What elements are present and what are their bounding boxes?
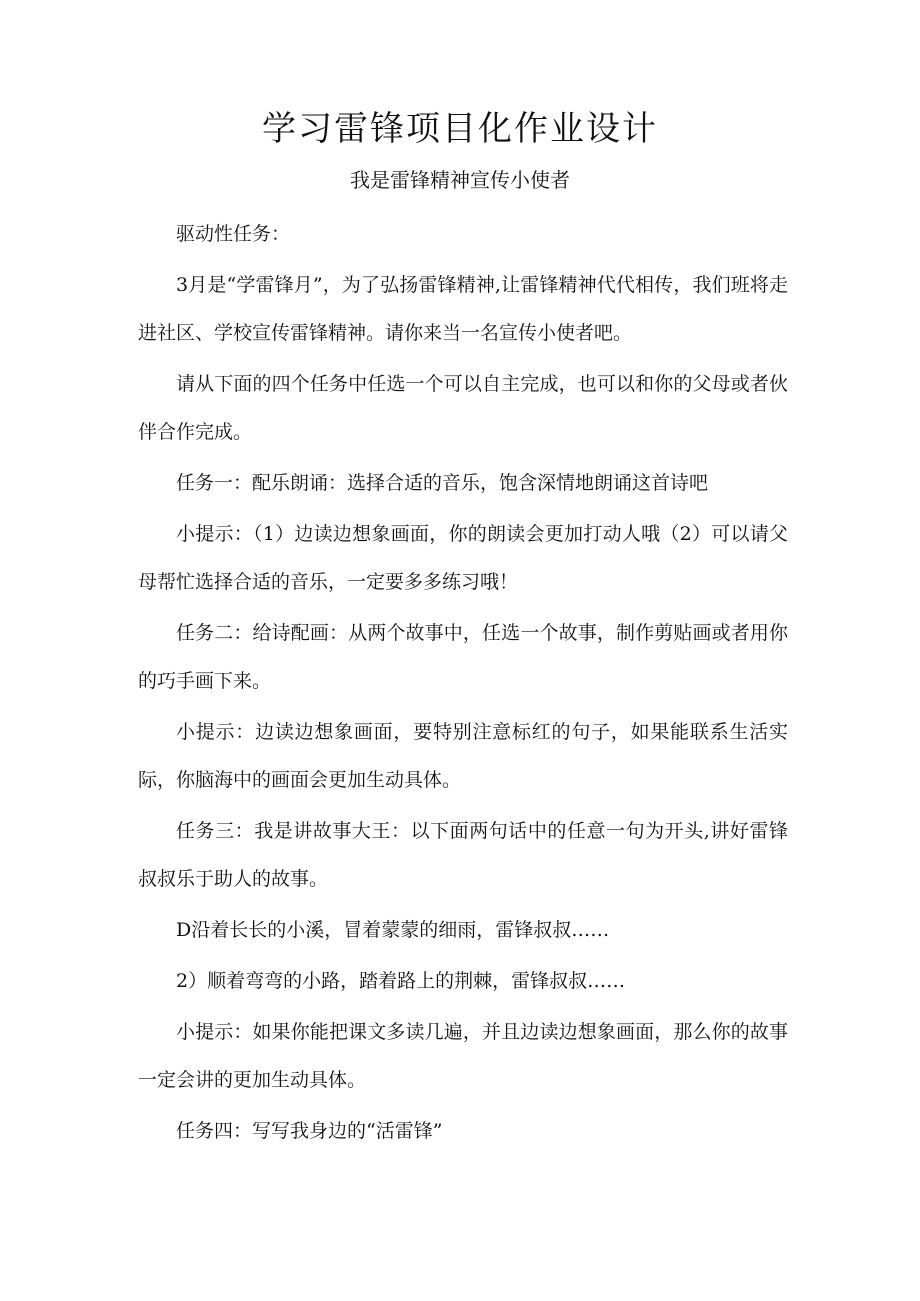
paragraph-story-opening-one: D沿着长长的小溪，冒着蒙蒙的细雨，雷锋叔叔…… — [176, 919, 610, 941]
paragraph-task-four: 任务四：写写我身边的“活雷锋” — [176, 1120, 443, 1142]
paragraph-story-opening-two: 2）顺着弯弯的小路，踏着路上的荆棘，雷锋叔叔…… — [176, 970, 626, 992]
document-title: 学习雷锋项目化作业设计 — [262, 109, 658, 149]
paragraph-tip-one: 小提示：（1）边读边想象画面，你的朗读会更加打动人哦（2）可以请父母帮忙选择合适的音乐，一定要多多练习哦！ — [138, 523, 788, 593]
document-subtitle: 我是雷锋精神宣传小使者 — [350, 168, 570, 192]
paragraph-intro: 3月是“学雷锋月”，为了弘扬雷锋精神,让雷锋精神代代相传，我们班将走进社区、学校宣传雷锋精神。请你来当一名宣传小使者吧。 — [138, 274, 788, 344]
paragraph-instructions: 请从下面的四个任务中任选一个可以自主完成，也可以和你的父母或者伙伴合作完成。 — [138, 373, 788, 443]
document-body — [138, 210, 788, 1155]
paragraph-task-three: 任务三：我是讲故事大王：以下面两句话中的任意一句为开头,讲好雷锋叔叔乐于助人的故事。 — [138, 820, 788, 890]
paragraph-tip-three: 小提示：如果你能把课文多读几遍，并且边读边想象画面，那么你的故事一定会讲的更加生动具体。 — [138, 1021, 788, 1091]
paragraph-task-two: 任务二：给诗配画：从两个故事中，任选一个故事，制作剪贴画或者用你的巧手画下来。 — [138, 622, 788, 692]
paragraph-task-one: 任务一：配乐朗诵：选择合适的音乐，饱含深情地朗诵这首诗吧 — [176, 472, 709, 494]
paragraph-tip-two: 小提示：边读边想象画面，要特别注意标红的句子，如果能联系生活实际，你脑海中的画面会更加生动具体。 — [138, 721, 788, 791]
paragraph-driving-task: 驱动性任务： — [176, 223, 291, 245]
